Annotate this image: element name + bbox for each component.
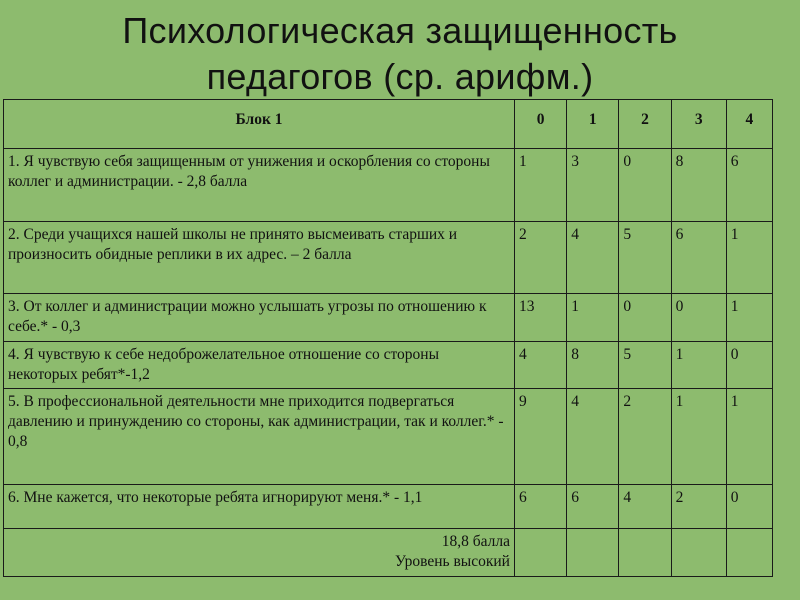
count-cell: 6	[567, 485, 619, 529]
count-cell: 8	[671, 149, 726, 222]
empty-cell	[514, 529, 566, 577]
count-cell: 5	[619, 342, 671, 389]
header-score-3: 3	[671, 100, 726, 149]
count-cell: 6	[514, 485, 566, 529]
count-cell: 1	[567, 294, 619, 342]
header-score-0: 0	[514, 100, 566, 149]
count-cell: 8	[567, 342, 619, 389]
count-cell: 1	[671, 389, 726, 485]
summary-level: Уровень высокий	[395, 553, 510, 570]
count-cell: 4	[567, 222, 619, 294]
empty-cell	[726, 529, 772, 577]
empty-cell	[567, 529, 619, 577]
title-line-2: педагогов (ср. арифм.)	[206, 56, 594, 97]
summary-cell	[4, 529, 515, 577]
question-cell: 1. Я чувствую себя защищенным от унижения и оскорбления со стороны коллег и администрации. - 2,8 балла	[4, 149, 515, 222]
table-row	[4, 342, 773, 389]
count-cell: 1	[671, 342, 726, 389]
count-cell: 6	[671, 222, 726, 294]
table-row	[4, 222, 773, 294]
count-cell: 2	[619, 389, 671, 485]
header-score-1: 1	[567, 100, 619, 149]
header-score-4: 4	[726, 100, 772, 149]
table-row	[4, 485, 773, 529]
survey-table	[3, 99, 773, 577]
slide-title	[0, 8, 800, 100]
empty-cell	[671, 529, 726, 577]
count-cell: 4	[514, 342, 566, 389]
count-cell: 4	[619, 485, 671, 529]
count-cell: 5	[619, 222, 671, 294]
table-row	[4, 149, 773, 222]
question-cell: 5. В профессиональной деятельности мне приходится подвергаться давлению и принуждению со стороны, как администрации, так и коллег.* - 0,8	[4, 389, 515, 485]
question-cell: 6. Мне кажется, что некоторые ребята игнорируют меня.* - 1,1	[4, 485, 515, 529]
count-cell: 1	[726, 389, 772, 485]
count-cell: 0	[671, 294, 726, 342]
count-cell: 1	[726, 222, 772, 294]
count-cell: 0	[726, 485, 772, 529]
summary-row	[4, 529, 773, 577]
count-cell: 0	[726, 342, 772, 389]
count-cell: 2	[671, 485, 726, 529]
count-cell: 9	[514, 389, 566, 485]
count-cell: 6	[726, 149, 772, 222]
question-cell: 4. Я чувствую к себе недоброжелательное отношение со стороны некоторых ребят*-1,2	[4, 342, 515, 389]
header-score-2: 2	[619, 100, 671, 149]
summary-total: 18,8 балла	[441, 533, 510, 550]
count-cell: 0	[619, 149, 671, 222]
count-cell: 3	[567, 149, 619, 222]
empty-cell	[619, 529, 671, 577]
table-header-row	[4, 100, 773, 149]
table-row	[4, 294, 773, 342]
table-row	[4, 389, 773, 485]
title-line-1: Психологическая защищенность	[122, 10, 678, 51]
header-block: Блок 1	[4, 100, 515, 149]
count-cell: 1	[514, 149, 566, 222]
count-cell: 2	[514, 222, 566, 294]
count-cell: 4	[567, 389, 619, 485]
question-cell: 3. От коллег и администрации можно услышать угрозы по отношению к себе.* - 0,3	[4, 294, 515, 342]
count-cell: 13	[514, 294, 566, 342]
count-cell: 1	[726, 294, 772, 342]
question-cell: 2. Среди учащихся нашей школы не принято высмеивать старших и произносить обидные реплики в их адрес. – 2 балла	[4, 222, 515, 294]
count-cell: 0	[619, 294, 671, 342]
